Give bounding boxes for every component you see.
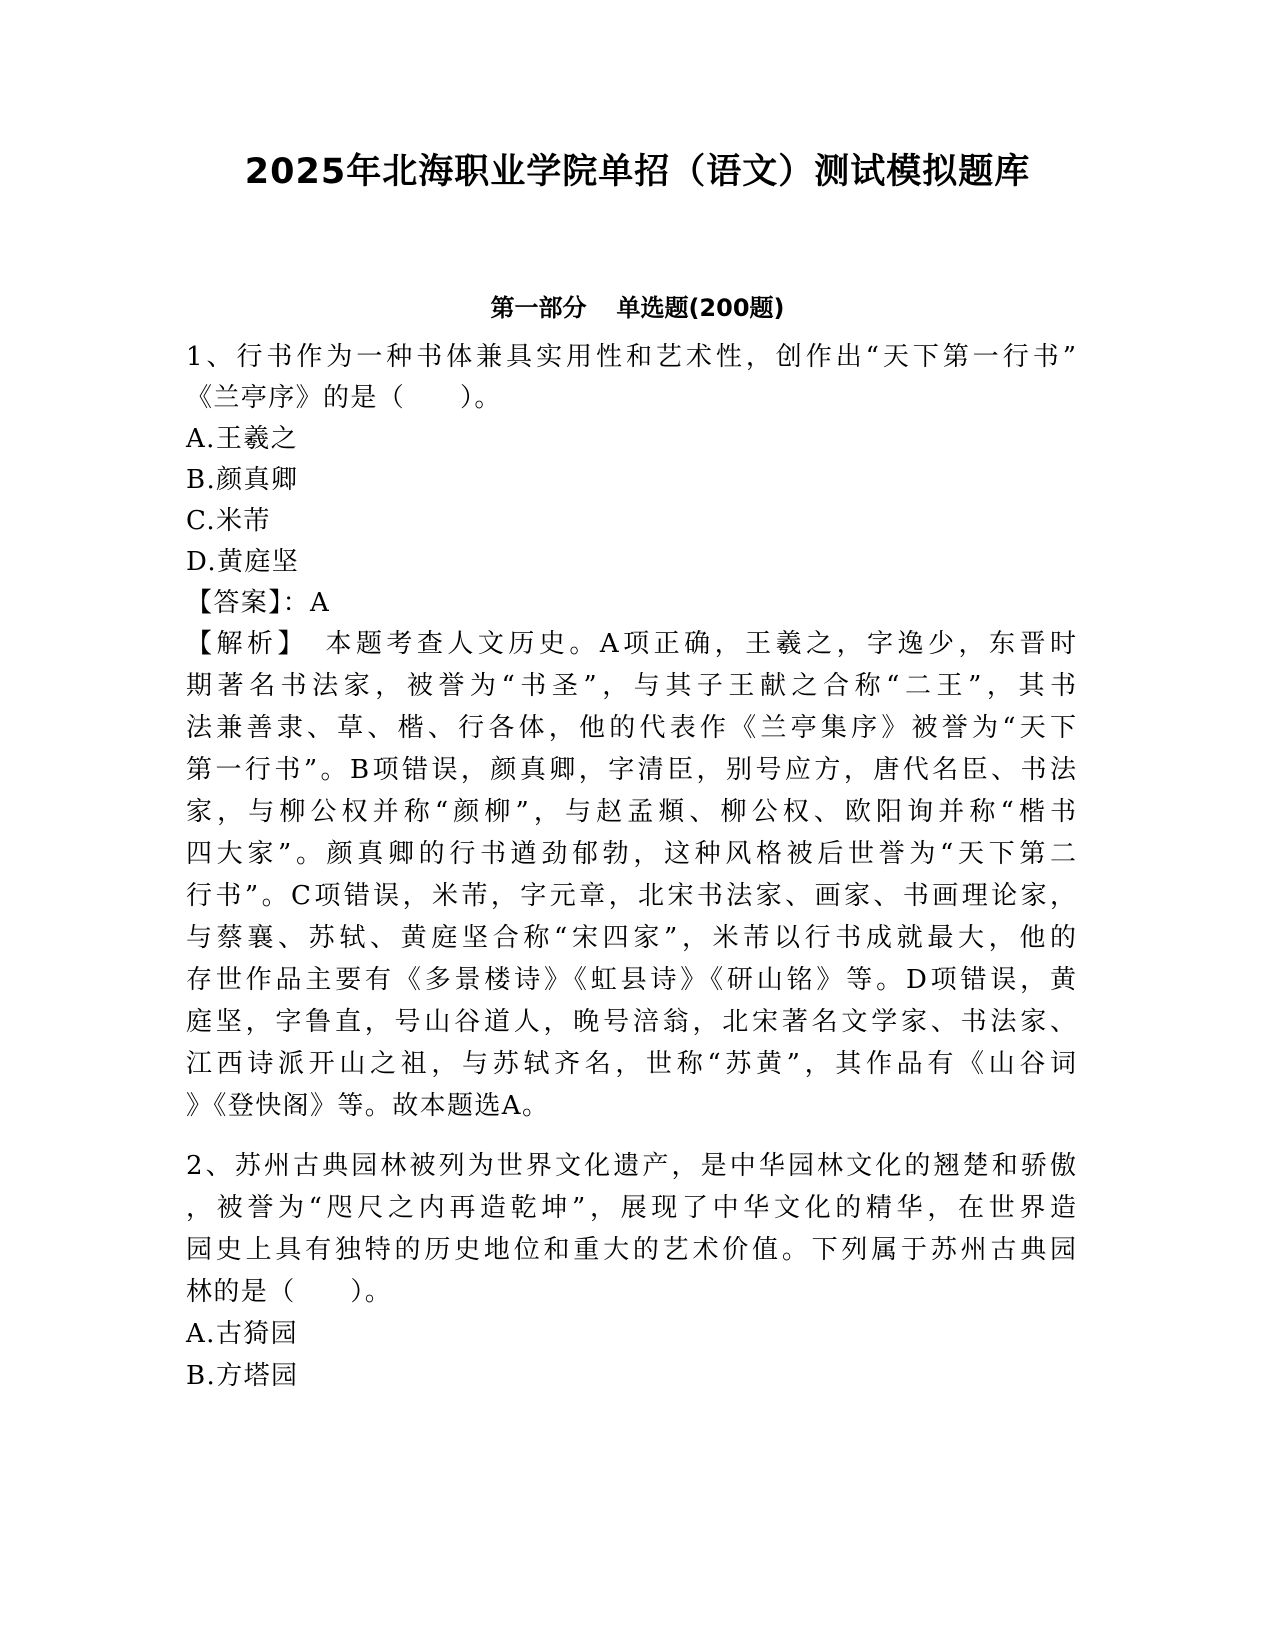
question-2-stem-line: 林的是（ ）。: [186, 1277, 393, 1307]
question-2-stem-line: ，被誉为“咫尺之内再造乾坤”，展现了中华文化的精华，在世界造: [186, 1193, 1076, 1223]
question-1-analysis-line: 江西诗派开山之祖，与苏轼齐名，世称“苏黄”，其作品有《山谷词: [186, 1049, 1076, 1079]
question-1-analysis-line: 第一行书”。B项错误，颜真卿，字清臣，别号应方，唐代名臣、书法: [186, 755, 1076, 785]
question-2-option-a: A.古猗园: [186, 1319, 299, 1349]
question-1-stem-line: 《兰亭序》的是（ ）。: [186, 383, 502, 413]
question-1-stem-line: 1、行书作为一种书体兼具实用性和艺术性，创作出“天下第一行书”: [186, 342, 1076, 372]
question-2-stem-line: 园史上具有独特的历史地位和重大的艺术价值。下列属于苏州古典园: [186, 1235, 1076, 1265]
question-1-analysis-line: 期著名书法家，被誉为“书圣”，与其子王献之合称“二王”，其书: [186, 671, 1076, 701]
question-1-answer: 【答案】：A: [186, 588, 331, 618]
question-1-option-b: B.颜真卿: [186, 465, 299, 495]
question-1-analysis-line: 行书”。C项错误，米芾，字元章，北宋书法家、画家、书画理论家，: [186, 881, 1076, 911]
question-1-analysis-line: 法兼善隶、草、楷、行各体，他的代表作《兰亭集序》被誉为“天下: [186, 713, 1076, 743]
question-1-option-c: C.米芾: [186, 506, 271, 536]
section-heading: [0, 290, 1275, 326]
document-title: 2025年北海职业学院单招（语文）测试模拟题库: [244, 152, 1031, 192]
section-name: 单选题(200题): [616, 294, 785, 322]
question-2-option-b: B.方塔园: [186, 1361, 299, 1391]
question-1-analysis-line: 【解析】 本题考查人文历史。A项正确，王羲之，字逸少，东晋时: [186, 629, 1076, 659]
question-1-analysis-line: 家，与柳公权并称“颜柳”，与赵孟頫、柳公权、欧阳询并称“楷书: [186, 797, 1076, 827]
section-part: 第一部分: [490, 294, 587, 322]
question-1-analysis-line: 四大家”。颜真卿的行书遒劲郁勃，这种风格被后世誉为“天下第二: [186, 839, 1076, 869]
question-1-option-a: A.王羲之: [186, 424, 299, 454]
question-2-stem-line: 2、苏州古典园林被列为世界文化遗产，是中华园林文化的翘楚和骄傲: [186, 1151, 1076, 1181]
question-1-analysis-line: 庭坚，字鲁直，号山谷道人，晚号涪翁，北宋著名文学家、书法家、: [186, 1007, 1076, 1037]
question-1-analysis-line: 》《登快阁》等。故本题选A。: [186, 1091, 550, 1121]
question-1-option-d: D.黄庭坚: [186, 547, 300, 577]
question-1-analysis-line: 与蔡襄、苏轼、黄庭坚合称“宋四家”，米芾以行书成就最大，他的: [186, 923, 1076, 953]
question-1-analysis-line: 存世作品主要有《多景楼诗》《虹县诗》《研山铭》等。D项错误，黄: [186, 965, 1076, 995]
